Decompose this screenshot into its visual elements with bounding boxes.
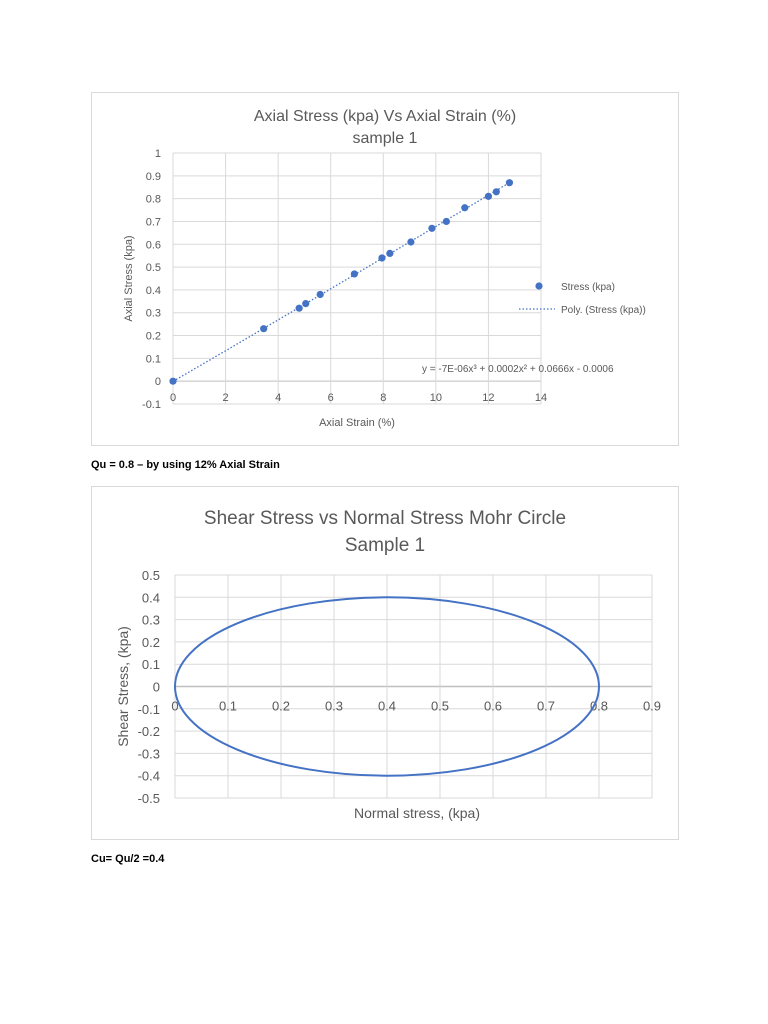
y-tick-label: -0.5: [137, 791, 160, 806]
y-tick-label: 0.5: [141, 568, 160, 583]
cu-note: Cu= Qu/2 =0.4: [91, 853, 165, 865]
data-point: [386, 250, 393, 257]
y-tick-label: 0.5: [145, 262, 161, 275]
data-point: [506, 179, 513, 186]
x-tick-label: 2: [222, 392, 229, 404]
y-tick-label: -0.1: [142, 399, 161, 411]
data-point: [378, 254, 385, 261]
x-axis-title: Normal stress, (kpa): [353, 805, 481, 821]
y-tick-label: 0.7: [145, 216, 161, 229]
x-tick-label: 0.1: [218, 698, 238, 714]
y-tick-label: 0.6: [145, 239, 161, 252]
trendline-equation: y = -7E-06x³ + 0.0002x² + 0.0666x - 0.0006: [422, 364, 614, 375]
y-tick-label: 0.4: [145, 284, 161, 297]
y-tick-label: 0.3: [145, 307, 161, 320]
mohr-circle-chart: [91, 486, 679, 840]
data-point: [461, 204, 468, 211]
y-axis-title: Shear Stress, (kpa): [115, 626, 131, 747]
x-tick-label: 8: [380, 392, 387, 404]
y-tick-label: -0.2: [137, 724, 160, 740]
x-tick-label: 0: [169, 392, 177, 404]
data-point: [169, 378, 176, 385]
y-tick-label: 0: [152, 679, 160, 695]
data-point: [407, 238, 414, 245]
y-axis-title: Axial Stress (kpa): [123, 235, 135, 322]
x-tick-label: 0.7: [536, 698, 556, 714]
y-tick-label: 0.4: [141, 590, 160, 606]
data-point: [351, 270, 358, 277]
trendline: [173, 183, 510, 382]
x-axis-title: Axial Strain (%): [319, 417, 395, 429]
x-tick-label: 0.6: [483, 698, 503, 714]
y-tick-label: 0.1: [145, 353, 161, 366]
chart-title-line2: Sample 1: [344, 535, 426, 556]
y-tick-label: 0.9: [145, 170, 161, 183]
data-point: [485, 193, 492, 200]
y-tick-label: 0.2: [141, 634, 160, 650]
stress-strain-chart: [91, 92, 679, 446]
x-tick-label: 0: [171, 698, 179, 714]
chart-title-line1: Axial Stress (kpa) Vs Axial Strain (%): [253, 108, 517, 125]
data-point: [443, 218, 450, 225]
x-tick-label: 12: [482, 392, 495, 404]
chart-title-line1: Shear Stress vs Normal Stress Mohr Circle: [203, 508, 567, 529]
y-tick-label: -0.1: [137, 701, 160, 717]
y-tick-label: 1: [154, 148, 161, 160]
data-point: [317, 291, 324, 298]
data-point: [260, 325, 267, 332]
y-tick-label: 0.3: [141, 612, 160, 628]
x-tick-label: 4: [275, 392, 282, 404]
x-tick-label: 0.4: [377, 698, 397, 714]
y-tick-label: -0.3: [137, 746, 160, 762]
mohr-circle-plot: [92, 487, 678, 839]
x-tick-label: 10: [429, 392, 442, 404]
x-tick-label: 14: [534, 392, 548, 404]
x-tick-label: 0.3: [324, 698, 344, 714]
data-point: [296, 305, 303, 312]
x-tick-label: 0.9: [642, 698, 662, 714]
y-tick-label: 0: [154, 376, 161, 389]
qu-note: Qu = 0.8 – by using 12% Axial Strain: [91, 459, 280, 471]
stress-strain-plot: [92, 93, 678, 445]
legend-label-trendline: Poly. (Stress (kpa)): [561, 305, 646, 316]
y-tick-label: 0.8: [145, 193, 161, 206]
x-tick-label: 0.5: [430, 698, 450, 714]
y-tick-label: 0.2: [145, 330, 161, 343]
legend-marker-stress: [535, 282, 542, 289]
y-tick-label: -0.4: [137, 768, 160, 784]
chart-title-line2: sample 1: [352, 130, 418, 147]
x-tick-label: 6: [327, 392, 334, 404]
x-tick-label: 0.2: [271, 698, 291, 714]
legend-label-stress: Stress (kpa): [561, 282, 615, 293]
data-point: [493, 188, 500, 195]
y-tick-label: 0.1: [141, 657, 160, 673]
data-point: [302, 300, 309, 307]
x-tick-label: 0.8: [589, 698, 609, 714]
data-point: [428, 225, 435, 232]
